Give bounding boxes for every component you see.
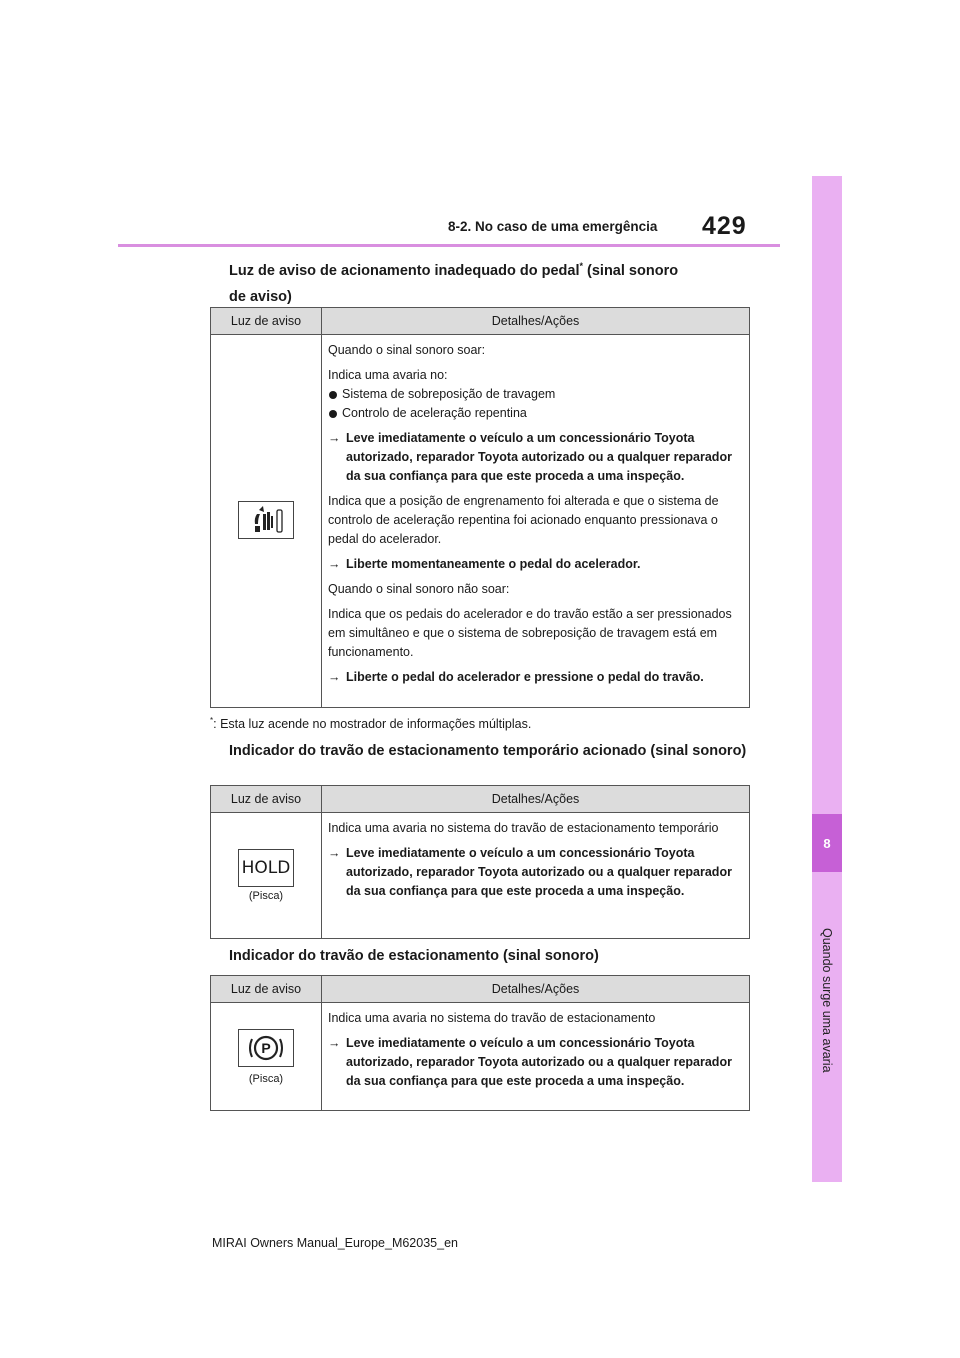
section1-heading-line2: de aviso) (229, 288, 292, 305)
chapter-number-badge: 8 (812, 814, 842, 872)
col-header-details: Detalhes/Ações (322, 308, 750, 335)
details-cell (322, 335, 750, 708)
action-item (328, 1034, 745, 1091)
col-header-light: Luz de aviso (211, 786, 322, 813)
parking-p-letter: P (261, 1039, 271, 1056)
action-text: Liberte momentaneamente o pedal do acelerador. (346, 557, 641, 571)
warning-table-2 (210, 785, 750, 939)
arrow-icon: → (328, 846, 341, 860)
table-header-row (211, 786, 750, 813)
warning-light-cell (211, 335, 322, 708)
bullet-item: Controlo de aceleração repentina (328, 404, 745, 423)
footnote-marker: * (579, 261, 583, 271)
chapter-title: Quando surge uma avaria (820, 927, 834, 1073)
details-text: Indica que os pedais do acelerador e do travão estão a ser pressionados em simultâneo e que o sistema de sobreposição de travagem está em funcionamento. (328, 607, 732, 659)
table-header-row (211, 308, 750, 335)
action-item (328, 555, 745, 574)
footnote (210, 716, 531, 731)
details-text: Indica uma avaria no sistema do travão de estacionamento (328, 1011, 656, 1025)
details-text: Indica que a posição de engrenamento foi alterada e que o sistema de controlo de aceleração repentina foi acionado enquanto pressionava o pedal do acelerador. (328, 494, 719, 546)
action-text: Leve imediatamente o veículo a um concessionário Toyota autorizado, reparador Toyota autorizado ou a qualquer reparador da sua confiança para que este proceda a uma inspeção. (346, 846, 732, 898)
footer-text: MIRAI Owners Manual_Europe_M62035_en (212, 1236, 458, 1250)
footnote-marker: * (210, 716, 214, 725)
page-number: 429 (702, 212, 747, 240)
header-rule (118, 244, 780, 247)
details-text: Quando o sinal sonoro soar: (328, 343, 486, 357)
col-header-details: Detalhes/Ações (322, 786, 750, 813)
details-text: Quando o sinal sonoro não soar: (328, 582, 510, 596)
details-cell (322, 1003, 750, 1111)
blink-label: (Pisca) (248, 890, 284, 902)
col-header-light: Luz de aviso (211, 308, 322, 335)
action-text: Leve imediatamente o veículo a um concessionário Toyota autorizado, reparador Toyota autorizado ou a qualquer reparador da sua confiança para que este proceda a uma inspeção. (346, 431, 732, 483)
details-text: Indica uma avaria no sistema do travão de estacionamento temporário (328, 821, 719, 835)
footnote-text: : Esta luz acende no mostrador de informações múltiplas. (213, 717, 532, 732)
table-header-row (211, 976, 750, 1003)
arrow-icon: → (328, 670, 341, 684)
action-item (328, 844, 745, 901)
action-item (328, 429, 745, 486)
action-text: Leve imediatamente o veículo a um concessionário Toyota autorizado, reparador Toyota autorizado ou a qualquer reparador da sua confiança para que este proceda a uma inspeção. (346, 1036, 732, 1088)
action-item (328, 668, 745, 687)
table-row (211, 1003, 750, 1111)
table-row (211, 335, 750, 708)
section-header: 8-2. No caso de uma emergência (448, 219, 658, 234)
bullet-item: Sistema de sobreposição de travagem (328, 385, 745, 404)
details-text: Indica uma avaria no: (328, 368, 448, 382)
arrow-icon: → (328, 431, 341, 445)
parking-brake-indicator-icon (238, 1029, 294, 1067)
warning-light-cell (211, 1003, 322, 1111)
warning-table-3 (210, 975, 750, 1111)
section3-heading: Indicador do travão de estacionamento (sinal sonoro) (229, 948, 599, 964)
col-header-light: Luz de aviso (211, 976, 322, 1003)
arrow-icon: → (328, 557, 341, 571)
section1-heading (229, 256, 749, 307)
chapter-title-vertical (812, 880, 842, 1120)
section1-heading-text: Luz de aviso de acionamento inadequado do pedal (229, 262, 580, 279)
table-row (211, 813, 750, 939)
action-text: Liberte o pedal do acelerador e pressione o pedal do travão. (346, 670, 704, 684)
blink-label: (Pisca) (248, 1072, 284, 1085)
pedal-misoperation-warning-icon (238, 501, 294, 539)
section1-heading-text-cont: (sinal sonoro (583, 262, 679, 279)
warning-light-cell (211, 813, 322, 939)
details-cell (322, 813, 750, 939)
warning-table-1 (210, 307, 750, 708)
col-header-details: Detalhes/Ações (322, 976, 750, 1003)
section2-heading: Indicador do travão de estacionamento temporário acionado (sinal sonoro) (229, 743, 747, 759)
hold-indicator-icon: HOLD (238, 849, 294, 887)
arrow-icon: → (328, 1036, 341, 1050)
